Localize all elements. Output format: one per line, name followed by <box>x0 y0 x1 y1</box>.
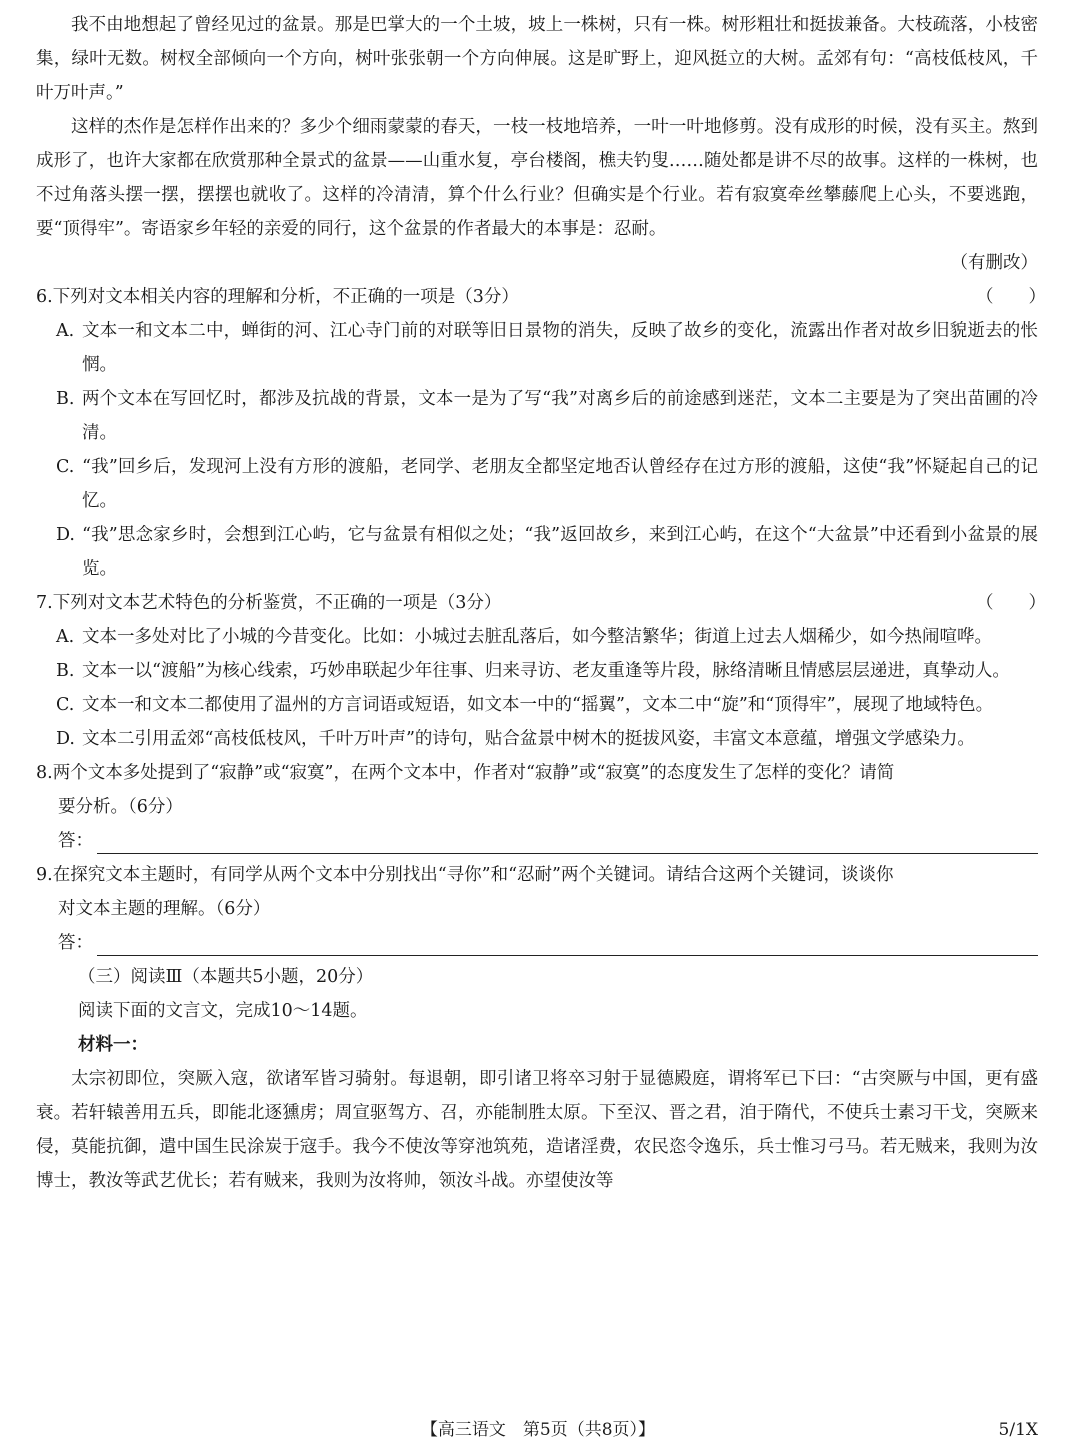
question-6-text: 6.下列对文本相关内容的理解和分析，不正确的一项是（3分） <box>36 287 519 307</box>
question-8-answer-area[interactable] <box>36 824 1038 858</box>
option-text: 两个文本在写回忆时，都涉及抗战的背景，文本一是为了写“我”对离乡后的前途感到迷茫，文本二主要是为了突出苗圃的冷清。 <box>82 389 1038 443</box>
question-6-option-a <box>36 314 1038 382</box>
option-label: D. <box>56 525 75 545</box>
question-7-option-b <box>36 654 1038 688</box>
answer-line[interactable] <box>97 931 1038 956</box>
option-label: B. <box>56 661 75 681</box>
question-7-option-d <box>36 722 1038 756</box>
classical-passage: 太宗初即位，突厥入寇，欲诸军皆习骑射。每退朝，即引诸卫将卒习射于显德殿庭，谓将军已下曰：“古突厥与中国，更有盛衰。若轩辕善用五兵，即能北逐獯虏；周宣驱驾方、召，亦能制胜太原。下至汉、晋之君，洎于隋代，不使兵士素习干戈，突厥来侵，莫能抗御，遣中国生民涂炭于寇手。我今不使汝等穿池筑苑，造诸淫费，农民恣令逸乐，兵士惟习弓马。若无贼来，我则为汝博士，教汝等武艺优长；若有贼来，我则为汝将帅，领汝斗战。亦望使汝等 <box>36 1069 1038 1191</box>
passage-paragraph: 这样的杰作是怎样作出来的？多少个细雨蒙蒙的春天，一枝一枝地培养，一叶一叶地修剪。没有成形的时候，没有买主。熬到成形了，也许大家都在欣赏那种全景式的盆景——山重水复，亭台楼阁，樵夫钓叟……随处都是讲不尽的故事。这样的一株树，也不过角落头摆一摆，摆摆也就收了。这样的冷清清，算个什么行业？但确实是个行业。若有寂寞牵丝攀藤爬上心头，不要逃跑，要“顶得牢”。寄语家乡年轻的亲爱的同行，这个盆景的作者最大的本事是：忍耐。 <box>36 117 1038 239</box>
material-label: 材料一： <box>78 1035 148 1055</box>
answer-paren: （ ） <box>976 287 1046 307</box>
question-6-stem <box>36 280 1046 314</box>
exam-page <box>36 8 1046 1198</box>
question-6-option-d <box>36 518 1038 586</box>
option-label: A. <box>56 321 75 341</box>
question-8-stem <box>36 756 1038 790</box>
question-7-option-c <box>36 688 1038 722</box>
paper-code: 5/1X <box>998 1420 1038 1440</box>
option-text: 文本一和文本二都使用了温州的方言词语或短语，如文本一中的“摇翼”，文本二中“旋”和“顶得牢”，展现了地域特色。 <box>82 695 994 715</box>
option-label: C. <box>56 457 75 477</box>
edit-note: （有删改） <box>950 253 1038 273</box>
option-label: A. <box>56 627 75 647</box>
option-label: C. <box>56 695 75 715</box>
question-8-text: 8.两个文本多处提到了“寂静”或“寂寞”，在两个文本中，作者对“寂静”或“寂寞”的态度发生了怎样的变化？请简 <box>36 763 895 783</box>
page-number-label: 【高三语文 第5页（共8页）】 <box>420 1420 656 1440</box>
option-text: 文本一多处对比了小城的今昔变化。比如：小城过去脏乱落后，如今整洁繁华；街道上过去人烟稀少，如今热闹喧哗。 <box>82 627 992 647</box>
passage-paragraph: 我不由地想起了曾经见过的盆景。那是巴掌大的一个土坡，坡上一株树，只有一株。树形粗壮和挺拔兼备。大枝疏落，小枝密集，绿叶无数。树杈全部倾向一个方向，树叶张张朝一个方向伸展。这是旷野上，迎风挺立的大树。孟郊有句：“高枝低枝风，千叶万叶声。” <box>36 15 1038 103</box>
question-9-continuation: 对文本主题的理解。（6分） <box>58 899 271 919</box>
page-footer <box>0 1414 1076 1446</box>
option-label: D. <box>56 729 75 749</box>
question-7-stem <box>36 586 1046 620</box>
answer-line[interactable] <box>97 829 1038 854</box>
section-heading: （三）阅读Ⅲ（本题共5小题，20分） <box>78 967 374 987</box>
answer-label: 答： <box>58 933 93 953</box>
question-8-continuation: 要分析。（6分） <box>58 797 183 817</box>
option-text: 文本一和文本二中，蝉街的河、江心寺门前的对联等旧日景物的消失，反映了故乡的变化，流露出作者对故乡旧貌逝去的怅惘。 <box>82 321 1038 375</box>
answer-label: 答： <box>58 831 93 851</box>
question-7-option-a <box>36 620 1038 654</box>
question-7-text: 7.下列对文本艺术特色的分析鉴赏，不正确的一项是（3分） <box>36 593 502 613</box>
option-text: 文本一以“渡船”为核心线索，巧妙串联起少年往事、归来寻访、老友重逢等片段，脉络清晰且情感层层递进，真挚动人。 <box>82 661 1010 681</box>
option-text: 文本二引用孟郊“高枝低枝风，千叶万叶声”的诗句，贴合盆景中树木的挺拔风姿，丰富文本意蕴，增强文学感染力。 <box>82 729 975 749</box>
question-9-answer-area[interactable] <box>36 926 1038 960</box>
answer-paren: （ ） <box>976 593 1046 613</box>
question-6-option-c <box>36 450 1038 518</box>
question-9-stem <box>36 858 1038 892</box>
question-6-option-b <box>36 382 1038 450</box>
option-text: “我”回乡后，发现河上没有方形的渡船，老同学、老朋友全都坚定地否认曾经存在过方形的渡船，这使“我”怀疑起自己的记忆。 <box>82 457 1038 511</box>
option-label: B. <box>56 389 75 409</box>
section-instruction: 阅读下面的文言文，完成10～14题。 <box>78 1001 368 1021</box>
question-9-text: 9.在探究文本主题时，有同学从两个文本中分别找出“寻你”和“忍耐”两个关键词。请结合这两个关键词，谈谈你 <box>36 865 894 885</box>
option-text: “我”思念家乡时，会想到江心屿，它与盆景有相似之处；“我”返回故乡，来到江心屿，在这个“大盆景”中还看到小盆景的展览。 <box>82 525 1038 579</box>
